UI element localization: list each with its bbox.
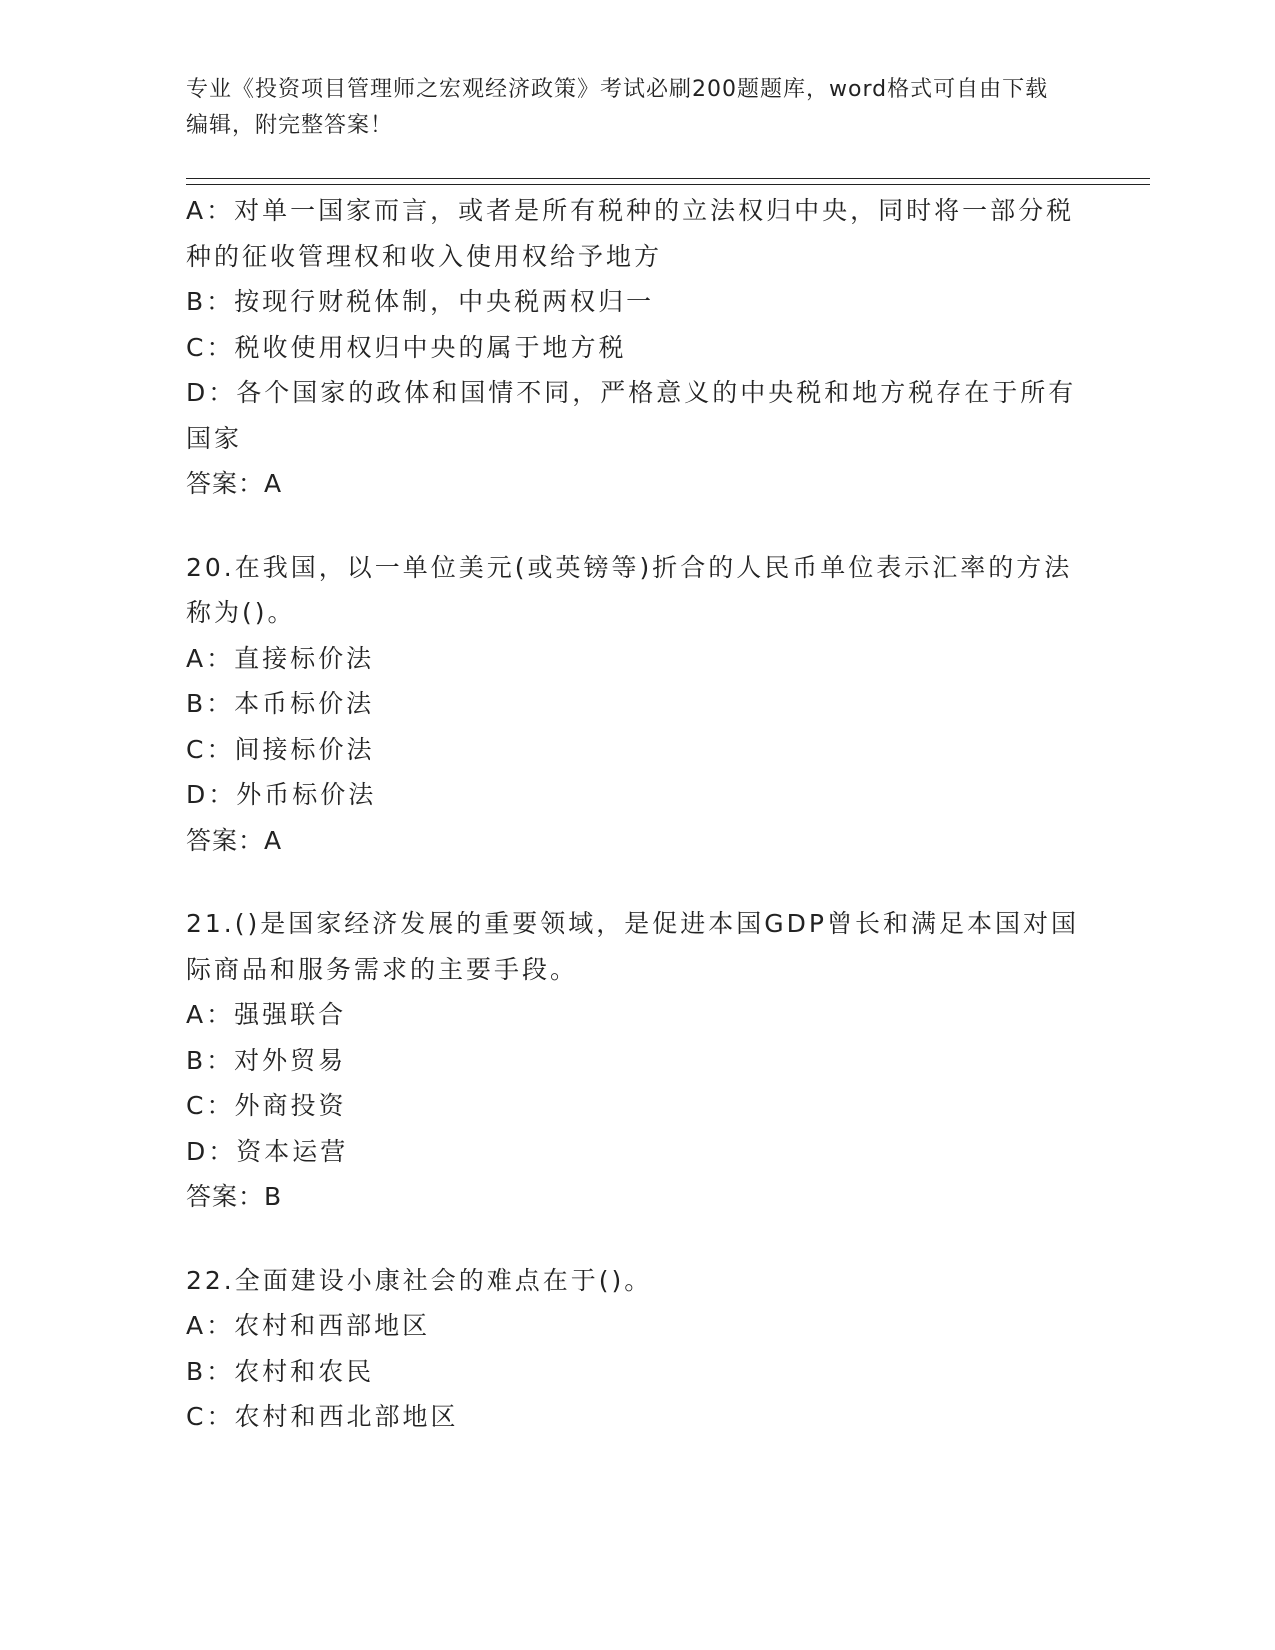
option-c: C：间接标价法 [186,734,375,764]
header-rule-top [186,178,1150,179]
document-header: 专业《投资项目管理师之宏观经济政策》考试必刷200题题库，word格式可自由下载编辑，附完整答案！ [186,77,1049,138]
option-d: D：各个国家的政体和国情不同，严格意义的中央税和地方税存在于所有国家 [186,378,1077,453]
question-stem: 22.全面建设小康社会的难点在于()。 [186,1265,653,1295]
option-b: B：按现行财税体制，中央税两权归一 [186,287,655,316]
option-a: A：对单一国家而言，或者是所有税种的立法权归中央，同时将一部分税种的征收管理权和收入使用权给予地方 [186,196,1075,271]
option-d: D：外币标价法 [186,780,377,809]
question-block [186,188,1086,507]
header-rule-bottom [186,184,1150,185]
question-stem: 21.()是国家经济发展的重要领域，是促进本国GDP曾长和满足本国对国际商品和服务需求的主要手段。 [186,909,1079,984]
option-c: C：外商投资 [186,1091,347,1120]
option-b: B：农村和农民 [186,1356,375,1386]
option-a: A：强强联合 [186,1000,347,1029]
question-stem: 20.在我国，以一单位美元(或英镑等)折合的人民币单位表示汇率的方法称为()。 [186,552,1073,627]
question-block [186,901,1086,1220]
answer: 答案：A [186,469,283,498]
option-a: A：直接标价法 [186,643,375,673]
option-b: B：本币标价法 [186,689,375,718]
option-a: A：农村和西部地区 [186,1311,431,1340]
question-block [186,1258,1086,1440]
answer: 答案：B [186,1182,283,1211]
option-d: D：资本运营 [186,1136,349,1166]
question-block [186,545,1086,864]
option-c: C：税收使用权归中央的属于地方税 [186,332,627,362]
option-b: B：对外贸易 [186,1045,347,1075]
answer: 答案：A [186,825,283,855]
question-list [186,188,1086,1440]
option-c: C：农村和西北部地区 [186,1402,459,1431]
